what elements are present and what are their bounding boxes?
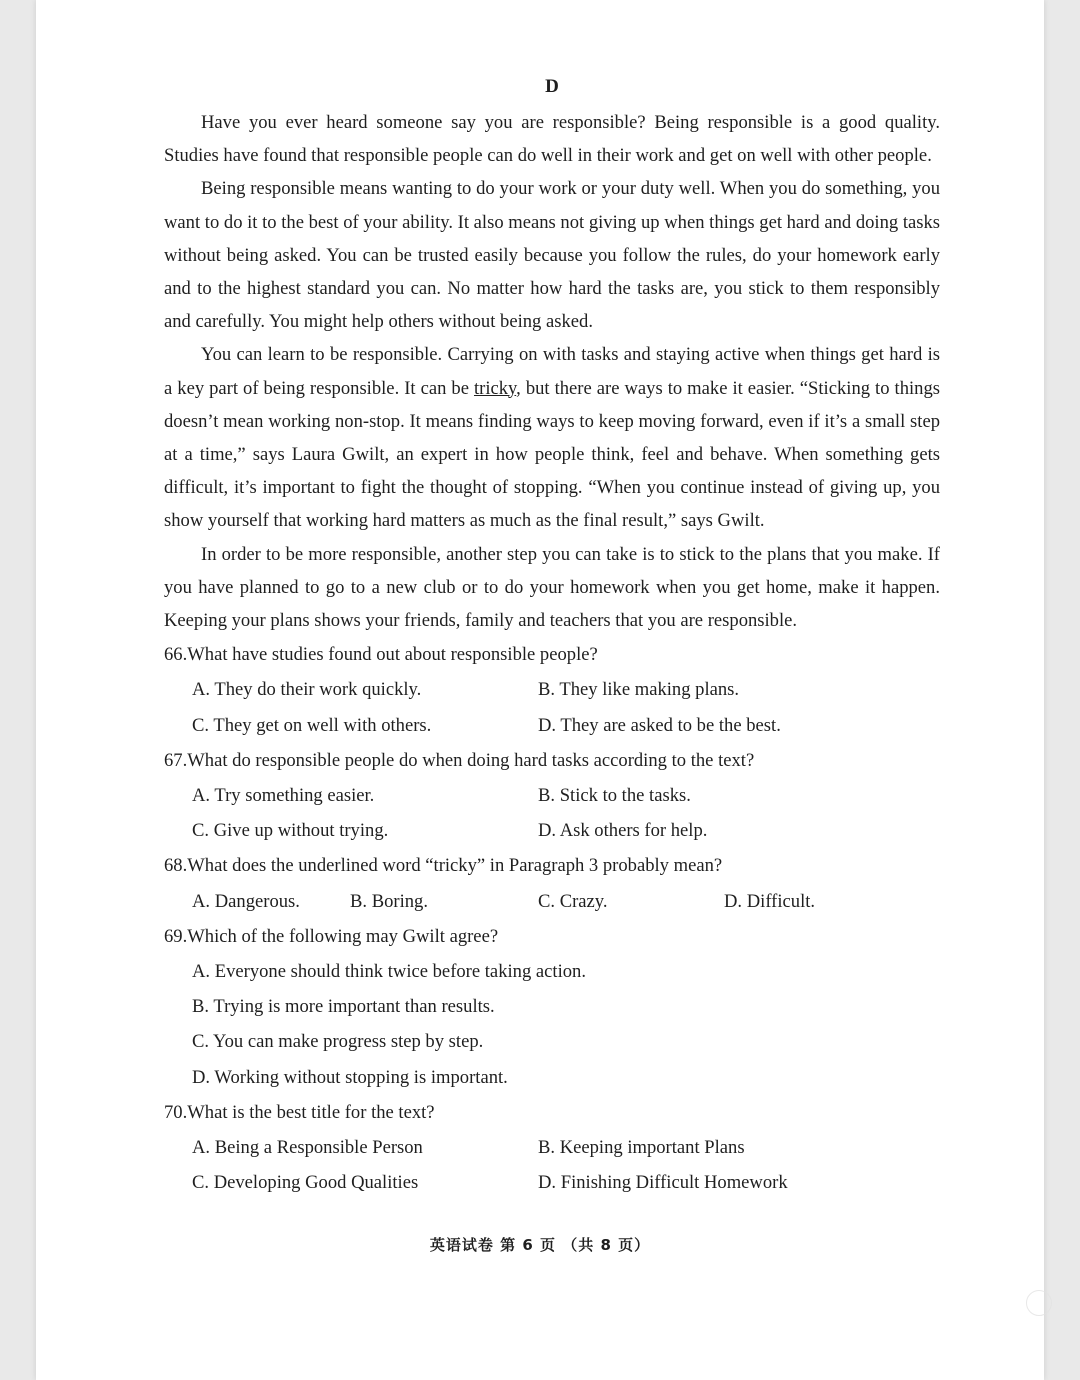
section-letter: D — [545, 76, 559, 97]
paragraph-2 — [164, 172, 940, 338]
option-a: A. Try something easier. — [192, 785, 375, 806]
paragraph-text: Being responsible means wanting to do your work or your duty well. When you do something, you want to do it to the best of your ability. It also means not giving up when things get hard and doing tasks without being asked. You can be trusted easily because you follow the rules, do your homework early and to the highest standard you can. No matter how hard the tasks are, you stick to them responsibly and carefully. You might help others without being asked. — [164, 178, 941, 333]
question-66 — [164, 637, 940, 743]
option-b: B. They like making plans. — [538, 679, 740, 701]
paragraph-text: In order to be more responsible, another step you can take is to stick to the plans that you make. If you have planned to go to a new club or to do your homework when you get home, make it happen. Keeping your plans shows your friends, family and teachers that you are responsible. — [164, 543, 940, 632]
question-stem: 68.What does the underlined word “tricky” in Paragraph 3 probably mean? — [164, 855, 723, 877]
paragraph-text: You can learn to be responsible. Carrying on with tasks and staying active when things get hard is a key part of being responsible. It can be — [164, 344, 940, 399]
option-b: B. Keeping important Plans — [538, 1136, 745, 1158]
paragraph-4 — [164, 538, 940, 638]
paragraph-3 — [164, 338, 940, 537]
option-b: B. Boring. — [350, 890, 428, 912]
option-row — [164, 672, 940, 707]
option-c: C. They get on well with others. — [192, 714, 432, 736]
paragraph-text: , but there are ways to make it easier. “Sticking to things doesn’t mean working non-stop. It means finding ways to keep moving forward, even if it’s a small step at a time,” says Laura Gwilt, an expert in how people think, feel and behave. When something gets difficult, it’s important to fight the thought of stopping. “When you continue instead of giving up, you show yourself that working hard matters as much as the final result,” says Gwilt. — [164, 377, 940, 532]
exam-page — [36, 0, 1044, 1380]
question-stem: 66.What have studies found out about responsible people? — [164, 644, 598, 666]
page-footer: 英语试卷 第 6 页 （共 8 页） — [429, 1236, 651, 1254]
question-stem: 70.What is the best title for the text? — [164, 1101, 435, 1123]
option-row — [164, 778, 940, 813]
option-a: A. Everyone should think twice before taking action. — [192, 960, 586, 982]
option-c: C. You can make progress step by step. — [192, 1031, 484, 1053]
option-a: A. They do their work quickly. — [192, 679, 422, 701]
option-b: B. Trying is more important than results. — [192, 996, 495, 1018]
option-c: C. Give up without trying. — [192, 820, 389, 842]
watermark-icon — [1026, 1290, 1052, 1316]
underlined-word: tricky — [473, 377, 517, 399]
question-68 — [164, 848, 940, 918]
option-row — [164, 708, 940, 743]
option-row — [164, 1165, 940, 1200]
option-d: D. Working without stopping is important. — [192, 1066, 508, 1088]
option-row — [164, 884, 940, 919]
option-row — [164, 813, 940, 848]
option-b: B. Stick to the tasks. — [538, 785, 691, 806]
option-c: C. Crazy. — [538, 890, 608, 912]
option-a: A. Being a Responsible Person — [192, 1136, 423, 1158]
question-67 — [164, 743, 940, 849]
question-69 — [164, 919, 940, 1095]
option-a: A. Dangerous. — [192, 890, 300, 912]
option-d: D. Difficult. — [724, 890, 816, 912]
option-c: C. Developing Good Qualities — [192, 1172, 419, 1194]
option-d: D. Ask others for help. — [538, 820, 708, 842]
question-stem: 67.What do responsible people do when doing hard tasks according to the text? — [164, 749, 755, 771]
exam-content — [164, 70, 940, 1200]
question-70 — [164, 1095, 940, 1201]
option-row — [164, 1130, 940, 1165]
paragraph-1 — [164, 106, 940, 172]
option-d: D. They are asked to be the best. — [538, 714, 781, 736]
option-d: D. Finishing Difficult Homework — [538, 1172, 788, 1194]
question-stem: 69.Which of the following may Gwilt agree? — [164, 925, 499, 947]
paragraph-text: Have you ever heard someone say you are responsible? Being responsible is a good quality. Studies have found that responsible people can do well in their work and get on well with other people. — [164, 112, 940, 167]
